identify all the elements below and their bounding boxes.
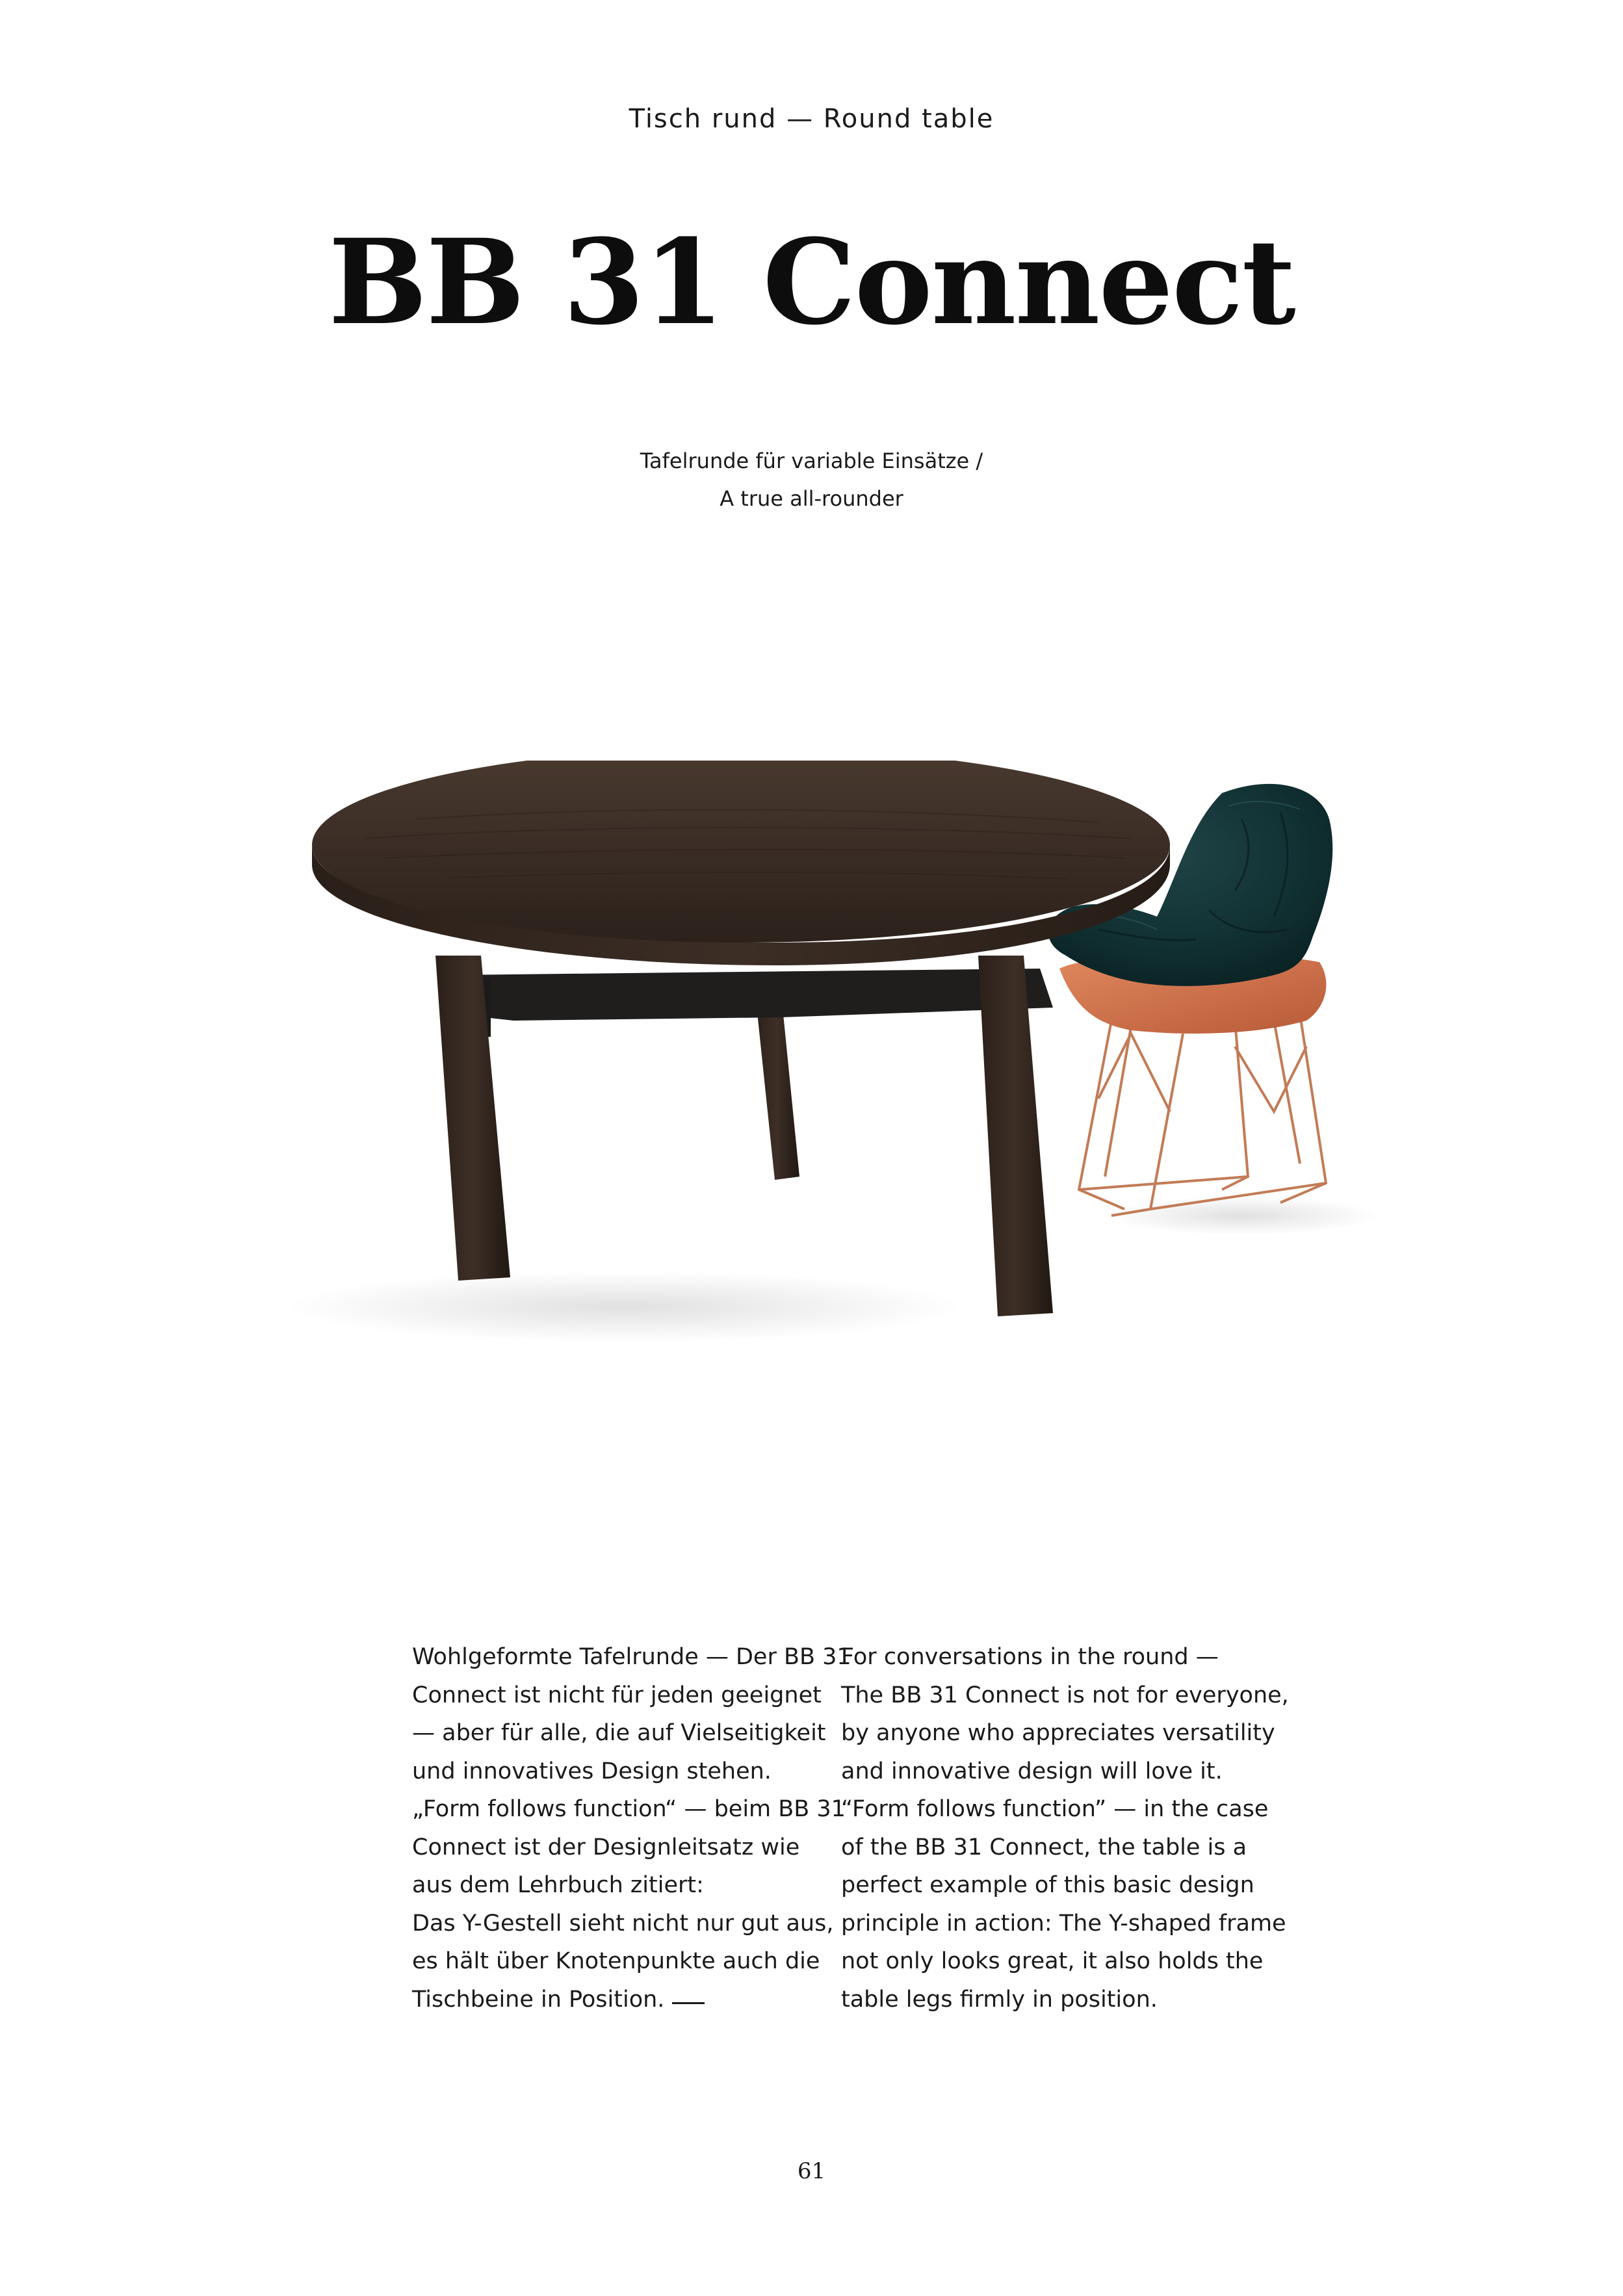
english-line: table legs firmly in position.	[841, 1986, 1158, 2013]
page-number: 61	[797, 2158, 826, 2184]
german-line: und innovatives Design stehen.	[412, 1758, 772, 1784]
end-mark	[672, 2002, 705, 2004]
german-line: Wohlgeformte Tafelrunde — Der BB 31	[412, 1644, 851, 1670]
english-line: perfect example of this basic design	[841, 1872, 1254, 1898]
table-leg-right	[978, 956, 1053, 1316]
round-table	[312, 761, 1170, 1316]
english-line: and innovative design will love it.	[841, 1758, 1223, 1784]
section-kicker: Tisch rund — Round table	[629, 104, 994, 134]
german-line: Connect ist der Designleitsatz wie	[412, 1834, 800, 1860]
german-line: Das Y-Gestell sieht nicht nur gut aus,	[412, 1910, 834, 1937]
floor-shadow	[286, 1271, 962, 1342]
german-line: es hält über Knotenpunkte auch die	[412, 1948, 820, 1974]
body-text-german	[412, 1638, 851, 2018]
english-line: For conversations in the round —	[841, 1644, 1219, 1670]
product-image	[286, 761, 1417, 1359]
german-line: „Form follows function“ — beim BB 31	[412, 1796, 846, 1822]
page-title: BB 31 Connect	[328, 214, 1295, 351]
german-line: Connect ist nicht für jeden geeignet	[412, 1682, 822, 1708]
table-y-frame	[448, 969, 1053, 1021]
german-line: — aber für alle, die auf Vielseitigkeit	[412, 1720, 826, 1746]
english-line: by anyone who appreciates versatility	[841, 1720, 1275, 1746]
subtitle-english: A true all-rounder	[720, 486, 903, 511]
chair-wire-frame	[1079, 1014, 1326, 1216]
chair-shadow	[1105, 1196, 1378, 1235]
subtitle	[0, 442, 1623, 517]
german-line-text: Tischbeine in Position.	[412, 1986, 665, 2013]
english-line: of the BB 31 Connect, the table is a	[841, 1834, 1247, 1860]
english-line: principle in action: The Y-shaped frame	[841, 1910, 1286, 1937]
english-line: “Form follows function” — in the case	[841, 1796, 1269, 1822]
english-line: not only looks great, it also holds the	[841, 1948, 1264, 1974]
german-line: aus dem Lehrbuch zitiert:	[412, 1872, 704, 1898]
subtitle-german: Tafelrunde für variable Einsätze /	[640, 449, 983, 473]
english-line: The BB 31 Connect is not for everyone,	[841, 1682, 1289, 1708]
body-text-english	[841, 1638, 1289, 2018]
german-line-last	[412, 1981, 835, 2019]
